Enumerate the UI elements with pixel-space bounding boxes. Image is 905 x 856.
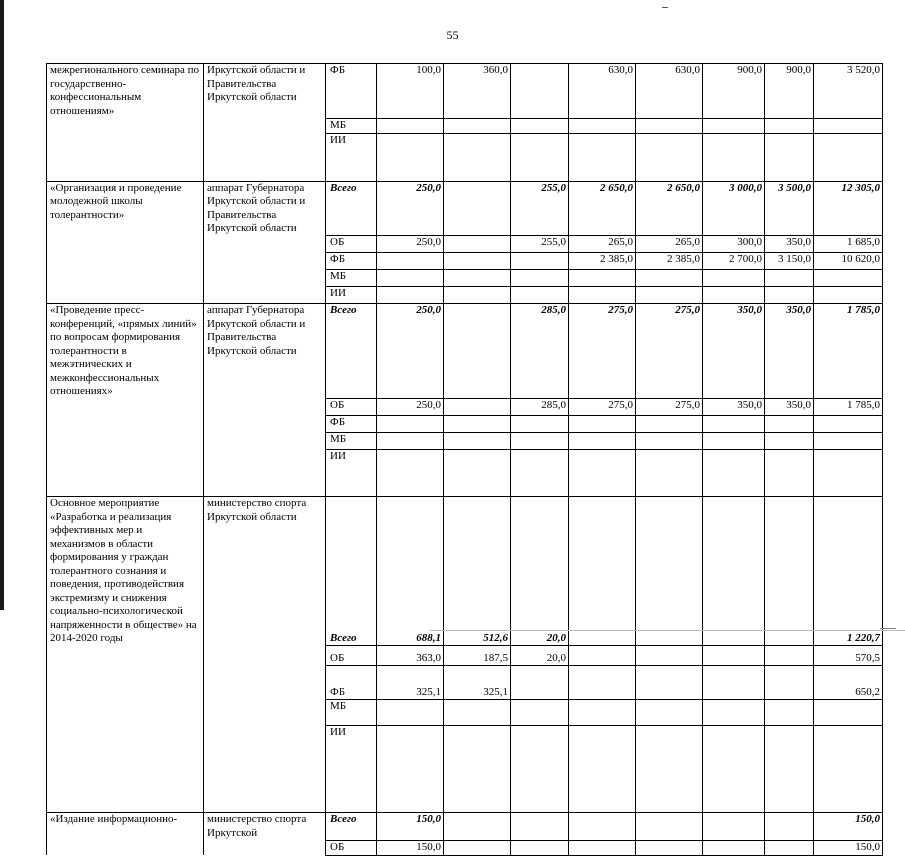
amount-cell [444, 416, 511, 433]
table-row [47, 700, 883, 726]
amount-cell [636, 700, 703, 726]
funding-table-body [47, 64, 883, 856]
amount-cell [444, 118, 511, 133]
amount-cell: 350,0 [765, 304, 814, 399]
total-cell: 150,0 [814, 840, 883, 855]
amount-cell [511, 700, 569, 726]
amount-cell: 150,0 [377, 813, 444, 841]
amount-cell [636, 646, 703, 666]
table-row [47, 497, 883, 646]
amount-cell [511, 118, 569, 133]
amount-cell [511, 253, 569, 270]
funding-source-cell: ИИ [326, 726, 377, 813]
amount-cell [569, 118, 636, 133]
amount-cell [569, 433, 636, 450]
executor-cell [204, 253, 326, 270]
amount-cell: 630,0 [569, 64, 636, 119]
funding-source-cell: ИИ [326, 133, 377, 181]
amount-cell [444, 236, 511, 253]
funding-table [46, 63, 883, 856]
amount-cell [444, 253, 511, 270]
amount-cell [765, 118, 814, 133]
amount-cell [444, 433, 511, 450]
executor-cell: министерство спорта Иркутской [204, 813, 326, 841]
executor-cell [204, 433, 326, 450]
table-row [47, 270, 883, 287]
table-row [47, 726, 883, 813]
amount-cell [569, 813, 636, 841]
amount-cell [765, 840, 814, 855]
amount-cell: 150,0 [377, 840, 444, 855]
table-row [47, 118, 883, 133]
amount-cell [703, 700, 765, 726]
amount-cell: 360,0 [444, 64, 511, 119]
table-row [47, 253, 883, 270]
total-cell: 650,2 [814, 666, 883, 700]
amount-cell: 255,0 [511, 236, 569, 253]
table-row [47, 646, 883, 666]
executor-cell [204, 236, 326, 253]
table-row [47, 133, 883, 181]
total-cell: 150,0 [814, 813, 883, 841]
funding-source-cell: ОБ [326, 399, 377, 416]
executor-cell [204, 646, 326, 666]
amount-cell [511, 666, 569, 700]
amount-cell [636, 497, 703, 646]
amount-cell [703, 270, 765, 287]
table-row [47, 433, 883, 450]
amount-cell: 265,0 [569, 236, 636, 253]
amount-cell [444, 133, 511, 181]
amount-cell [377, 118, 444, 133]
amount-cell [511, 287, 569, 304]
amount-cell [377, 270, 444, 287]
executor-cell [204, 287, 326, 304]
amount-cell [511, 270, 569, 287]
amount-cell [765, 433, 814, 450]
amount-cell: 20,0 [511, 646, 569, 666]
amount-cell: 2 385,0 [636, 253, 703, 270]
scan-bottom-line [430, 630, 905, 631]
amount-cell [444, 181, 511, 236]
total-cell: 1 685,0 [814, 236, 883, 253]
amount-cell [444, 840, 511, 855]
activity-cell: «Издание информационно- [47, 813, 204, 841]
amount-cell: 900,0 [703, 64, 765, 119]
amount-cell: 3 000,0 [703, 181, 765, 236]
activity-cell [47, 133, 204, 181]
page-number: 55 [446, 28, 459, 42]
activity-cell [47, 270, 204, 287]
funding-source-cell: ИИ [326, 287, 377, 304]
executor-cell: аппарат Губернатора Иркутской области и Правительства Иркутской области [204, 181, 326, 236]
funding-source-cell: ОБ [326, 236, 377, 253]
total-cell [814, 118, 883, 133]
table-row [47, 666, 883, 700]
executor-cell [204, 450, 326, 497]
amount-cell [765, 726, 814, 813]
amount-cell [636, 726, 703, 813]
table-row [47, 64, 883, 119]
executor-cell [204, 416, 326, 433]
amount-cell: 2 650,0 [636, 181, 703, 236]
amount-cell [444, 700, 511, 726]
amount-cell: 3 500,0 [765, 181, 814, 236]
amount-cell [569, 646, 636, 666]
table-row [47, 304, 883, 399]
amount-cell: 688,1 [377, 497, 444, 646]
amount-cell [444, 287, 511, 304]
amount-cell [511, 416, 569, 433]
amount-cell: 3 150,0 [765, 253, 814, 270]
amount-cell [569, 450, 636, 497]
amount-cell [765, 813, 814, 841]
amount-cell [377, 253, 444, 270]
total-cell [814, 133, 883, 181]
activity-cell [47, 118, 204, 133]
amount-cell [569, 270, 636, 287]
total-cell [814, 416, 883, 433]
amount-cell: 250,0 [377, 181, 444, 236]
amount-cell: 350,0 [703, 304, 765, 399]
funding-source-cell: МБ [326, 700, 377, 726]
amount-cell: 100,0 [377, 64, 444, 119]
amount-cell: 325,1 [444, 666, 511, 700]
amount-cell: 255,0 [511, 181, 569, 236]
activity-cell: «Проведение пресс-конференций, «прямых линий» по вопросам формирования толерантности в межэтнических и межконфессиональных отношениях» [47, 304, 204, 399]
amount-cell [765, 497, 814, 646]
funding-source-cell: ИИ [326, 450, 377, 497]
amount-cell: 275,0 [569, 304, 636, 399]
amount-cell [569, 666, 636, 700]
table-row [47, 840, 883, 855]
funding-source-cell: МБ [326, 118, 377, 133]
amount-cell [377, 416, 444, 433]
executor-cell: аппарат Губернатора Иркутской области и Правительства Иркутской области [204, 304, 326, 399]
amount-cell [703, 813, 765, 841]
executor-cell [204, 118, 326, 133]
amount-cell [703, 433, 765, 450]
amount-cell: 900,0 [765, 64, 814, 119]
total-cell: 1 785,0 [814, 304, 883, 399]
amount-cell [377, 726, 444, 813]
amount-cell [703, 646, 765, 666]
funding-source-cell: ФБ [326, 416, 377, 433]
activity-cell [47, 399, 204, 416]
table-row [47, 287, 883, 304]
executor-cell: министерство спорта Иркутской области [204, 497, 326, 646]
amount-cell [703, 287, 765, 304]
total-cell: 10 620,0 [814, 253, 883, 270]
amount-cell [636, 813, 703, 841]
total-cell [814, 700, 883, 726]
amount-cell [765, 416, 814, 433]
amount-cell [569, 840, 636, 855]
amount-cell [511, 133, 569, 181]
funding-source-cell: ОБ [326, 646, 377, 666]
activity-cell [47, 840, 204, 855]
amount-cell: 350,0 [703, 399, 765, 416]
amount-cell: 2 385,0 [569, 253, 636, 270]
table-row [47, 813, 883, 841]
activity-cell [47, 433, 204, 450]
executor-cell [204, 133, 326, 181]
amount-cell [444, 270, 511, 287]
amount-cell [377, 287, 444, 304]
amount-cell [636, 666, 703, 700]
funding-source-cell: МБ [326, 433, 377, 450]
amount-cell: 2 650,0 [569, 181, 636, 236]
amount-cell [511, 813, 569, 841]
amount-cell [703, 118, 765, 133]
amount-cell: 325,1 [377, 666, 444, 700]
scan-left-edge [0, 0, 4, 610]
amount-cell: 20,0 [511, 497, 569, 646]
amount-cell [377, 450, 444, 497]
executor-cell [204, 270, 326, 287]
amount-cell [511, 726, 569, 813]
total-cell: 570,5 [814, 646, 883, 666]
activity-cell [47, 236, 204, 253]
amount-cell: 285,0 [511, 304, 569, 399]
amount-cell [636, 416, 703, 433]
table-row [47, 236, 883, 253]
activity-cell [47, 253, 204, 270]
amount-cell [636, 287, 703, 304]
executor-cell [204, 726, 326, 813]
executor-cell: Иркутской области и Правительства Иркутской области [204, 64, 326, 119]
total-cell [814, 726, 883, 813]
activity-cell [47, 450, 204, 497]
amount-cell [765, 666, 814, 700]
amount-cell [569, 700, 636, 726]
amount-cell [765, 270, 814, 287]
executor-cell [204, 840, 326, 855]
funding-source-cell: ФБ [326, 253, 377, 270]
funding-source-cell: ФБ [326, 64, 377, 119]
activity-cell [47, 666, 204, 700]
amount-cell [511, 64, 569, 119]
activity-cell: межрегионального семинара по государственно-конфессиональным отношениям» [47, 64, 204, 119]
amount-cell [703, 416, 765, 433]
table-row [47, 181, 883, 236]
total-cell: 3 520,0 [814, 64, 883, 119]
funding-source-cell: Всего [326, 813, 377, 841]
amount-cell [765, 287, 814, 304]
amount-cell [703, 840, 765, 855]
activity-cell [47, 287, 204, 304]
funding-source-cell: ФБ [326, 666, 377, 700]
activity-cell: «Организация и проведение молодежной школы толерантности» [47, 181, 204, 236]
amount-cell [636, 118, 703, 133]
amount-cell [444, 399, 511, 416]
funding-source-cell: Всего [326, 304, 377, 399]
scan-bottom-mark [880, 628, 896, 629]
amount-cell [569, 726, 636, 813]
amount-cell: 275,0 [569, 399, 636, 416]
amount-cell: 285,0 [511, 399, 569, 416]
amount-cell: 250,0 [377, 399, 444, 416]
amount-cell [511, 840, 569, 855]
executor-cell [204, 700, 326, 726]
amount-cell [511, 450, 569, 497]
amount-cell [444, 813, 511, 841]
amount-cell: 630,0 [636, 64, 703, 119]
amount-cell [636, 840, 703, 855]
amount-cell: 300,0 [703, 236, 765, 253]
amount-cell [703, 497, 765, 646]
amount-cell: 187,5 [444, 646, 511, 666]
funding-source-cell: ОБ [326, 840, 377, 855]
activity-cell: Основное мероприятие «Разработка и реализация эффективных мер и механизмов в области формирования у граждан толерантного сознания и поведения, противодействия экстремизму и снижения социально-психологической напряженности в обществе» на 2014-2020 годы [47, 497, 204, 646]
amount-cell: 350,0 [765, 399, 814, 416]
amount-cell [636, 133, 703, 181]
amount-cell [377, 433, 444, 450]
amount-cell [377, 133, 444, 181]
total-cell [814, 287, 883, 304]
amount-cell [636, 270, 703, 287]
total-cell [814, 450, 883, 497]
amount-cell: 275,0 [636, 399, 703, 416]
amount-cell: 363,0 [377, 646, 444, 666]
activity-cell [47, 416, 204, 433]
amount-cell [703, 666, 765, 700]
amount-cell: 250,0 [377, 236, 444, 253]
amount-cell [636, 450, 703, 497]
total-cell [814, 270, 883, 287]
activity-cell [47, 646, 204, 666]
total-cell [814, 433, 883, 450]
total-cell: 1 220,7 [814, 497, 883, 646]
amount-cell [703, 133, 765, 181]
amount-cell [765, 450, 814, 497]
amount-cell: 265,0 [636, 236, 703, 253]
amount-cell [636, 433, 703, 450]
amount-cell [511, 433, 569, 450]
total-cell: 1 785,0 [814, 399, 883, 416]
amount-cell [703, 450, 765, 497]
amount-cell [569, 287, 636, 304]
amount-cell [765, 646, 814, 666]
table-row [47, 450, 883, 497]
funding-source-cell: МБ [326, 270, 377, 287]
amount-cell [703, 726, 765, 813]
scan-mark [662, 7, 668, 8]
amount-cell [765, 700, 814, 726]
amount-cell [444, 304, 511, 399]
amount-cell [765, 133, 814, 181]
executor-cell [204, 399, 326, 416]
amount-cell: 512,6 [444, 497, 511, 646]
amount-cell [569, 416, 636, 433]
amount-cell: 2 700,0 [703, 253, 765, 270]
amount-cell [444, 726, 511, 813]
amount-cell: 250,0 [377, 304, 444, 399]
amount-cell [444, 450, 511, 497]
amount-cell: 275,0 [636, 304, 703, 399]
table-row [47, 416, 883, 433]
funding-source-cell: Всего [326, 181, 377, 236]
executor-cell [204, 666, 326, 700]
funding-source-cell: Всего [326, 497, 377, 646]
amount-cell [569, 497, 636, 646]
amount-cell [377, 700, 444, 726]
total-cell: 12 305,0 [814, 181, 883, 236]
amount-cell: 350,0 [765, 236, 814, 253]
activity-cell [47, 726, 204, 813]
table-row [47, 399, 883, 416]
activity-cell [47, 700, 204, 726]
amount-cell [569, 133, 636, 181]
